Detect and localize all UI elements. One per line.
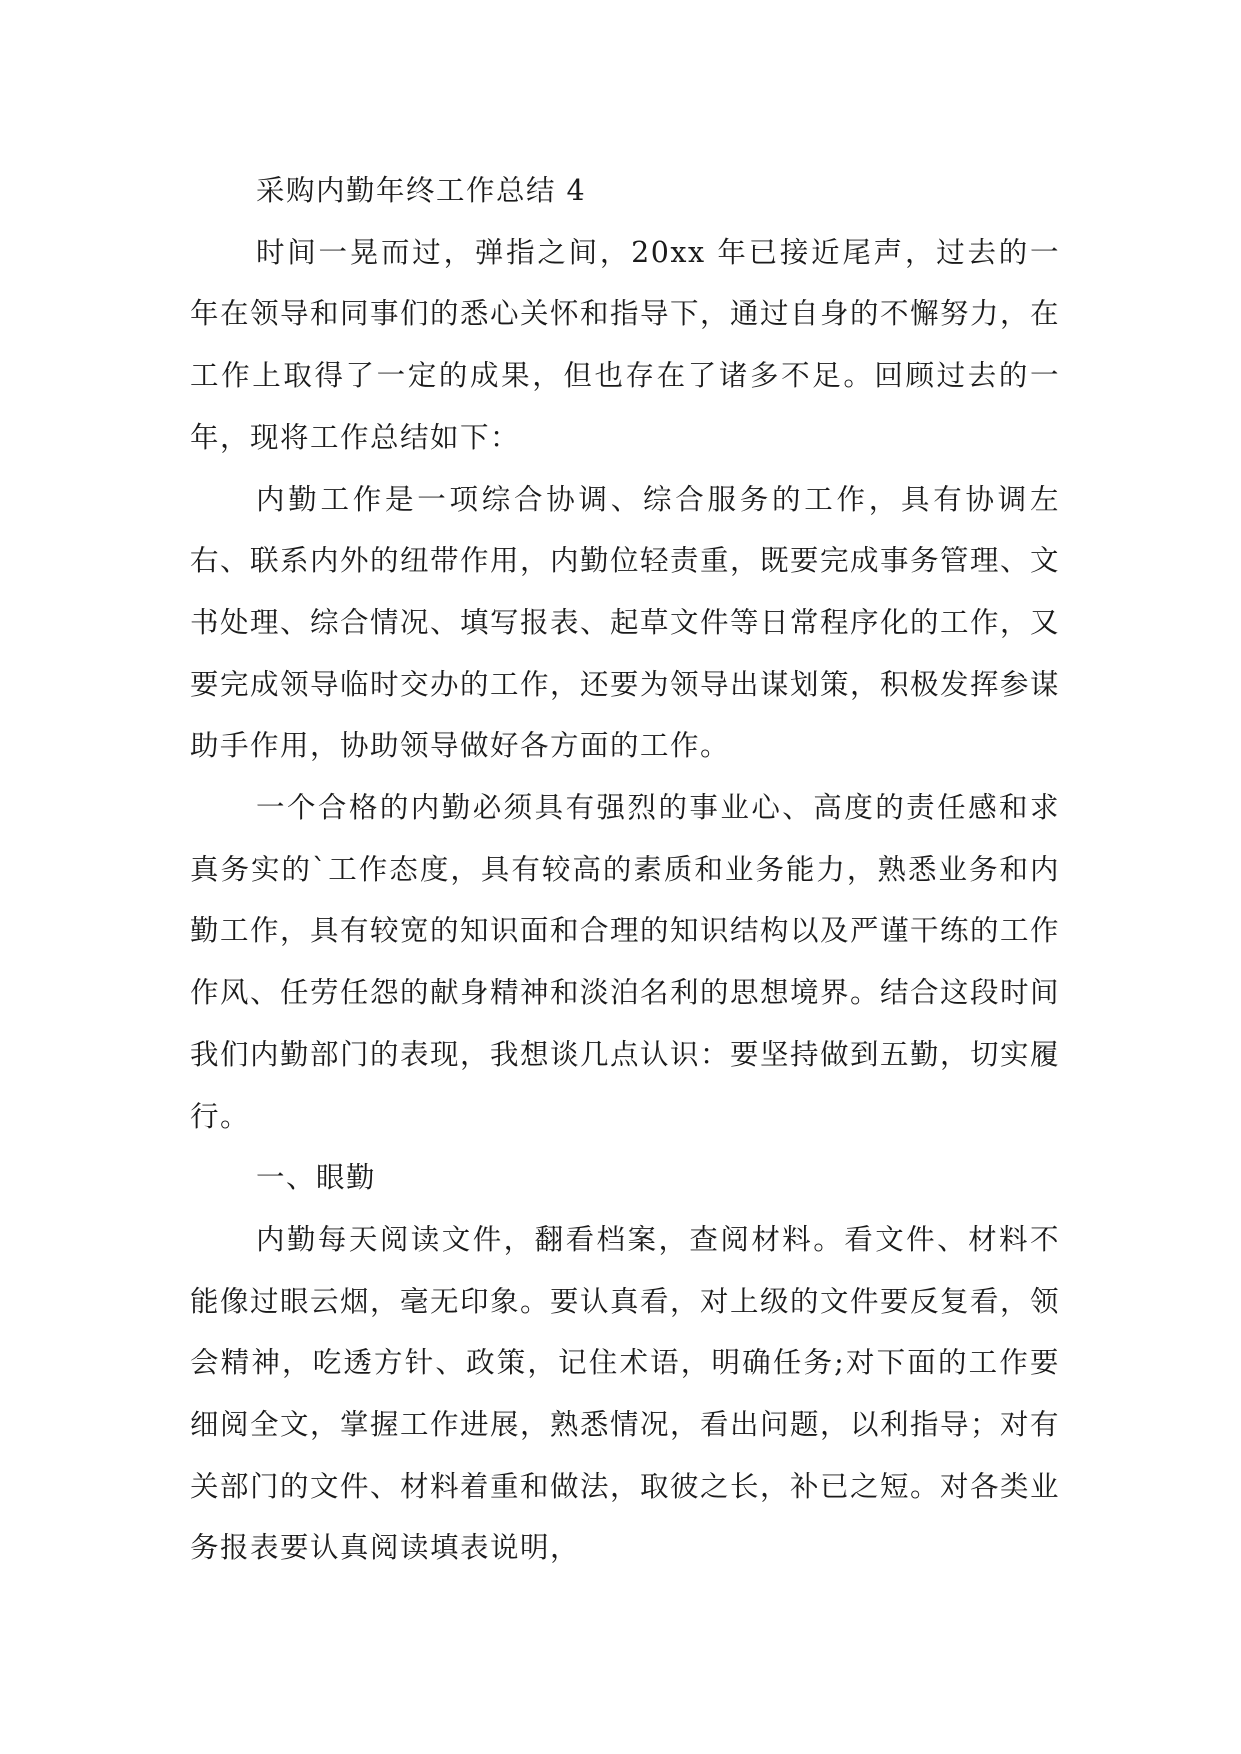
document-body: [190, 160, 1060, 1579]
document-title: 采购内勤年终工作总结 4: [256, 174, 587, 207]
paragraph-intro: 时间一晃而过，弹指之间，20xx 年已接近尾声，过去的一年在领导和同事们的悉心关怀和指导下，通过自身的不懈努力，在工作上取得了一定的成果，但也存在了诸多不足。回顾过去的一年，现将工作总结如下：: [190, 235, 1061, 454]
paragraph-requirements: 一个合格的内勤必须具有强烈的事业心、高度的责任感和求真务实的`工作态度，具有较高的素质和业务能力，熟悉业务和内勤工作，具有较宽的知识面和合理的知识结构以及严谨干练的工作作风、任劳任怨的献身精神和淡泊名利的思想境界。结合这段时间我们内勤部门的表现，我想谈几点认识：要坚持做到五勤，切实履行。: [190, 791, 1061, 1133]
paragraph-section-body: 内勤每天阅读文件，翻看档案，查阅材料。看文件、材料不能像过眼云烟，毫无印象。要认真看，对上级的文件要反复看，领会精神，吃透方针、政策，记住术语，明确任务;对下面的工作要细阅全文，掌握工作进展，熟悉情况，看出问题，以利指导；对有关部门的文件、材料着重和做法，取彼之长，补已之短。对各类业务报表要认真阅读填表说明，: [190, 1222, 1061, 1565]
section-heading: 一、眼勤: [256, 1161, 377, 1195]
paragraph-role-description: 内勤工作是一项综合协调、综合服务的工作，具有协调左右、联系内外的纽带作用，内勤位轻责重，既要完成事务管理、文书处理、综合情况、填写报表、起草文件等日常程序化的工作，又要完成领导临时交办的工作，还要为领导出谋划策，积极发挥参谋助手作用，协助领导做好各方面的工作。: [190, 482, 1061, 763]
